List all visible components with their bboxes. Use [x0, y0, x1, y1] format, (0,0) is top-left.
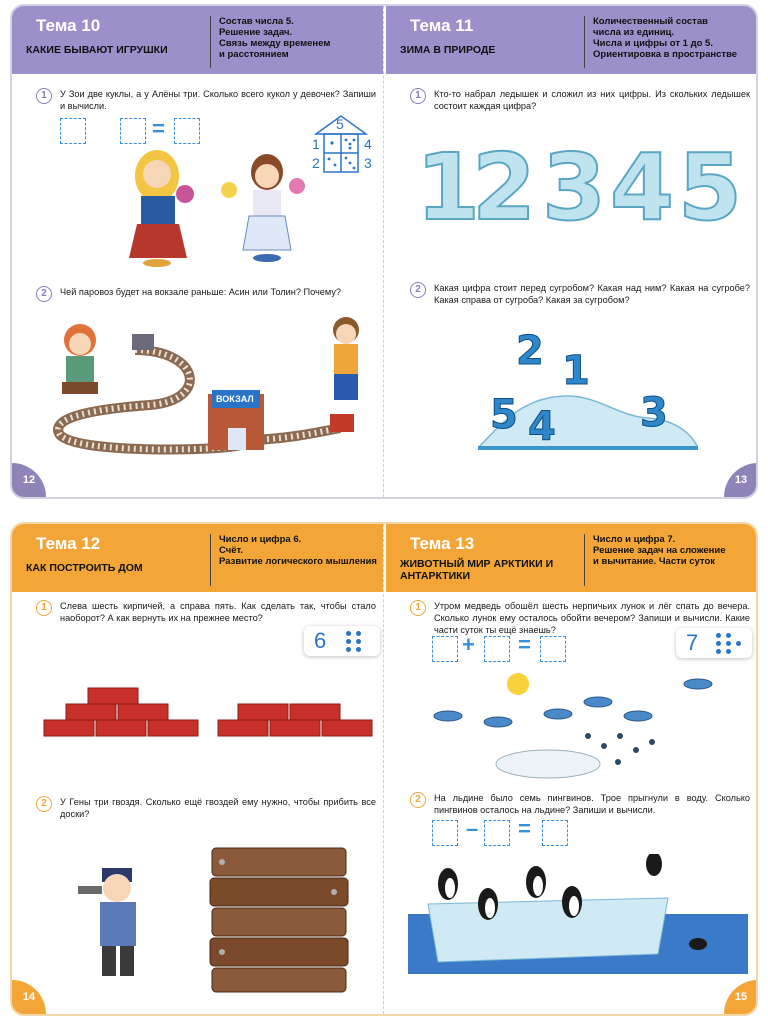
task-text: На льдине было семь пингвинов. Трое прыгнули в воду. Сколько пингвинов осталось на льдине? Запиши и вычисли.: [434, 793, 750, 815]
boy-with-boards-illustration: [72, 844, 362, 994]
task-number: 1: [36, 88, 52, 104]
task-number: 2: [36, 796, 52, 812]
task-2: [36, 286, 376, 298]
snow-digit: 5: [490, 392, 518, 438]
task-text: Кто-то набрал ледышек и сложил из них цифры. Из скольких ледышек состоит каждая цифра?: [434, 89, 750, 111]
page-number: 12: [12, 463, 46, 497]
snow-digit: 3: [640, 390, 668, 436]
equals-sign: =: [518, 816, 531, 841]
task-2: [36, 796, 376, 820]
answer-box[interactable]: [542, 820, 568, 846]
task-number: 2: [410, 282, 426, 298]
number-card: [676, 628, 752, 658]
theme-number: Тема 13: [410, 534, 475, 553]
page-number: 14: [12, 980, 46, 1014]
page-13: [386, 6, 758, 497]
answer-box[interactable]: [432, 636, 458, 662]
ice-digit: 4: [610, 134, 675, 241]
task-text: У Зои две куклы, а у Алёны три. Сколько всего кукол у девочек? Запиши и вычисли.: [60, 89, 376, 111]
theme-number: Тема 10: [36, 16, 101, 35]
snow-digit: 1: [562, 348, 590, 394]
bottom-spread: [10, 522, 758, 1016]
task-number: 1: [410, 600, 426, 616]
answer-box[interactable]: [432, 820, 458, 846]
answer-box[interactable]: [174, 118, 200, 144]
task-text: У Гены три гвоздя. Сколько ещё гвоздей ему нужно, чтобы прибить все доски?: [60, 797, 376, 819]
house-top-number: 5: [336, 116, 344, 132]
task-number: 2: [36, 286, 52, 302]
answer-box[interactable]: [540, 636, 566, 662]
theme-description: Количественный состав числа из единиц. Числа и цифры от 1 до 5. Ориентировка в пространстве: [584, 16, 754, 68]
penguins-on-ice-illustration: [408, 854, 748, 974]
page-number: 13: [724, 463, 758, 497]
theme-title: КАКИЕ БЫВАЮТ ИГРУШКИ: [26, 44, 168, 56]
answer-box[interactable]: [60, 118, 86, 144]
task-2: [410, 282, 750, 306]
theme-title: ЗИМА В ПРИРОДЕ: [400, 44, 496, 56]
page-12: [12, 6, 384, 497]
house-number: 4: [364, 136, 372, 152]
snow-digit: 4: [528, 404, 556, 450]
theme-number: Тема 12: [36, 534, 101, 553]
ice-digit: 1: [416, 134, 481, 241]
answer-box[interactable]: [484, 820, 510, 846]
task-number: 1: [36, 600, 52, 616]
theme-description: Состав числа 5. Решение задач. Связь между временем и расстоянием: [210, 16, 380, 68]
theme-title: КАК ПОСТРОИТЬ ДОМ: [26, 562, 143, 574]
theme-number: Тема 11: [410, 16, 474, 35]
station-sign: ВОКЗАЛ: [216, 394, 254, 404]
page-13-header: [386, 6, 758, 74]
task-1: [36, 600, 376, 624]
answer-box[interactable]: [120, 118, 146, 144]
minus-sign: –: [466, 816, 479, 841]
house-number: 2: [312, 155, 320, 171]
page-15-header: [386, 524, 758, 592]
task-text: Слева шесть кирпичей, а справа пять. Как сделать так, чтобы стало наоборот? А как вернуть их на прежнее место?: [60, 601, 376, 623]
top-spread: [10, 4, 758, 499]
bricks-illustration: [38, 684, 378, 744]
arctic-bear-illustration: [428, 666, 728, 786]
page-15: [386, 524, 758, 1014]
page-14-header: [12, 524, 383, 592]
theme-description: Число и цифра 7. Решение задач на сложение и вычитание. Части суток: [584, 534, 754, 586]
answer-box[interactable]: [484, 636, 510, 662]
page-number: 15: [724, 980, 758, 1014]
task-1: [410, 88, 750, 112]
ice-digit: 2: [472, 134, 537, 241]
task-text: Какая цифра стоит перед сугробом? Какая над ним? Какая на сугробе? Какая справа от сугроба? Какая за сугробом?: [434, 283, 750, 305]
task-text: Утром медведь обошёл шесть нерпичьих лунок и лёг спать до вечера. Сколько лунок ему осталось обойти вечером? Запиши и вычисли. Какие части суток ты ещё знаешь?: [434, 601, 750, 635]
house-number: 1: [312, 136, 320, 152]
ice-digit: 3: [542, 134, 607, 241]
task-number: 2: [410, 792, 426, 808]
number-digit: 7: [686, 630, 699, 655]
theme-description: Число и цифра 6. Счёт. Развитие логического мышления: [210, 534, 380, 586]
task-2: [410, 792, 750, 816]
number-card: [304, 626, 380, 656]
girls-with-dolls-illustration: [117, 146, 317, 271]
task-number: 1: [410, 88, 426, 104]
equals-sign: =: [518, 632, 531, 657]
snow-digit: 2: [516, 328, 544, 374]
equals-sign: =: [152, 116, 165, 141]
ice-digit: 5: [678, 134, 743, 241]
page-12-header: [12, 6, 383, 74]
house-number: 3: [364, 155, 372, 171]
railway-illustration: [40, 310, 380, 460]
number-digit: 6: [314, 628, 327, 653]
theme-title: ЖИВОТНЫЙ МИР АРКТИКИ И АНТАРКТИКИ: [400, 558, 554, 582]
page-14: [12, 524, 384, 1014]
task-text: Чей паровоз будет на вокзале раньше: Асин или Толин? Почему?: [60, 287, 342, 297]
task-1: [36, 88, 376, 112]
plus-sign: +: [462, 632, 475, 657]
